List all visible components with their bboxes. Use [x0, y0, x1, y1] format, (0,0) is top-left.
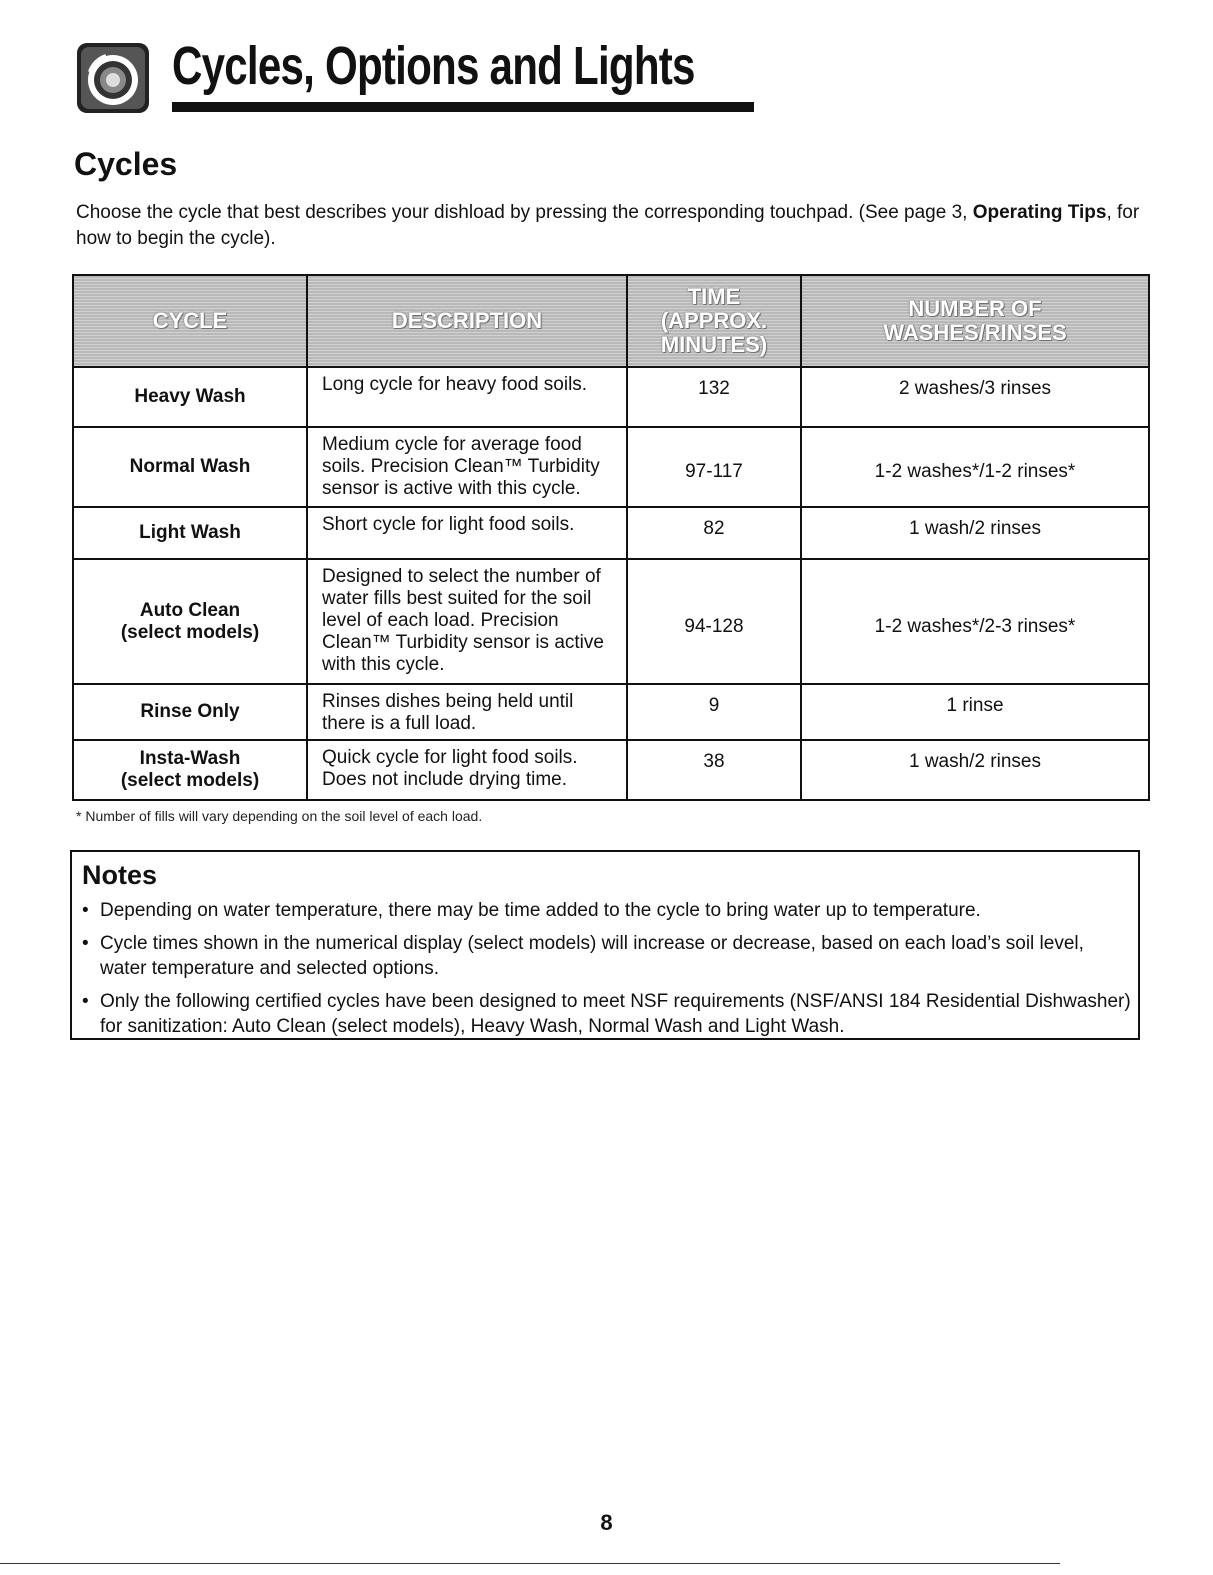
page-title: Cycles, Options and Lights — [172, 36, 695, 96]
table-row — [73, 367, 1149, 427]
table-row — [73, 507, 1149, 559]
washes-cell: 1 wash/2 rinses — [801, 740, 1149, 800]
header-time — [627, 275, 801, 367]
intro-text: Choose the cycle that best describes your dishload by pressing the corresponding touchpad. (See page 3, — [76, 202, 973, 223]
table-footnote: * Number of fills will vary depending on the soil level of each load. — [76, 808, 483, 824]
cycle-name: Auto Clean — [139, 599, 241, 621]
header-washes — [801, 275, 1149, 367]
table-row — [73, 427, 1149, 507]
list-item: • Cycle times shown in the numerical display (select models) will increase or decrease, based on each load’s soil level, water temperature and selected options. — [82, 931, 1132, 981]
washes-cell: 1-2 washes*/1-2 rinses* — [801, 427, 1149, 507]
cycle-name: Light Wash — [139, 522, 241, 543]
title-underline — [172, 102, 754, 112]
header-time-line3: MINUTES) — [660, 332, 768, 357]
dishwasher-dial-icon — [76, 42, 150, 114]
notes-box — [70, 850, 1140, 1040]
notes-heading: Notes — [82, 860, 158, 890]
cycles-intro — [76, 200, 1146, 252]
table-row — [73, 740, 1149, 800]
description-cell: Designed to select the number of water fills best suited for the soil level of each load. Precision Clean™ Turbidity sensor is active with this cycle. — [307, 559, 627, 684]
cycle-cell — [73, 427, 307, 507]
washes-cell: 1-2 washes*/2-3 rinses* — [801, 559, 1149, 684]
page-header — [76, 30, 756, 120]
list-item: • Only the following certified cycles have been designed to meet NSF requirements (NSF/ANSI 184 Residential Dishwasher) for sanitization: Auto Clean (select models), Heavy Wash, Normal Wash and Light Wash. — [82, 989, 1132, 1039]
time-cell: 132 — [627, 367, 801, 427]
cycles-heading: Cycles — [74, 146, 178, 182]
cycle-name: Insta-Wash — [139, 748, 241, 769]
cycle-cell — [73, 507, 307, 559]
page-number: 8 — [600, 1510, 613, 1535]
table-header-row — [73, 275, 1149, 367]
operating-tips-ref: Operating Tips — [972, 202, 1107, 223]
time-cell: 94-128 — [627, 559, 801, 684]
description-cell: Rinses dishes being held until there is a full load. — [307, 684, 627, 740]
intro-tail: , for how to begin the cycle). — [76, 202, 1140, 249]
washes-cell: 2 washes/3 rinses — [801, 367, 1149, 427]
table-row — [73, 684, 1149, 740]
washes-cell: 1 rinse — [801, 684, 1149, 740]
bottom-rule — [0, 1563, 1060, 1564]
header-washes-line1: NUMBER OF — [908, 296, 1042, 321]
time-cell: 9 — [627, 684, 801, 740]
cycle-qualifier: (select models) — [120, 621, 260, 643]
cycles-table — [72, 274, 1150, 801]
cycle-qualifier: (select models) — [120, 770, 260, 791]
cycle-name: Rinse Only — [140, 701, 240, 722]
header-washes-line2: WASHES/RINSES — [883, 320, 1067, 345]
time-cell: 38 — [627, 740, 801, 800]
cycle-cell — [73, 559, 307, 684]
header-time-line1: TIME — [687, 284, 741, 309]
header-cycle: CYCLE — [73, 275, 307, 367]
header-time-line2: (APPROX. — [660, 308, 768, 333]
cycle-name: Heavy Wash — [134, 386, 246, 407]
notes-list — [82, 898, 1132, 1047]
list-item: • Depending on water temperature, there may be time added to the cycle to bring water up to temperature. — [82, 898, 1132, 923]
table-row — [73, 559, 1149, 684]
cycle-name: Normal Wash — [129, 456, 251, 477]
washes-cell: 1 wash/2 rinses — [801, 507, 1149, 559]
cycle-cell — [73, 684, 307, 740]
description-cell: Long cycle for heavy food soils. — [307, 367, 627, 427]
header-description: DESCRIPTION — [307, 275, 627, 367]
time-cell: 82 — [627, 507, 801, 559]
description-cell: Short cycle for light food soils. — [307, 507, 627, 559]
time-cell: 97-117 — [627, 427, 801, 507]
cycle-cell — [73, 367, 307, 427]
description-cell: Quick cycle for light food soils. Does not include drying time. — [307, 740, 627, 800]
description-cell: Medium cycle for average food soils. Precision Clean™ Turbidity sensor is active with this cycle. — [307, 427, 627, 507]
cycle-cell — [73, 740, 307, 800]
